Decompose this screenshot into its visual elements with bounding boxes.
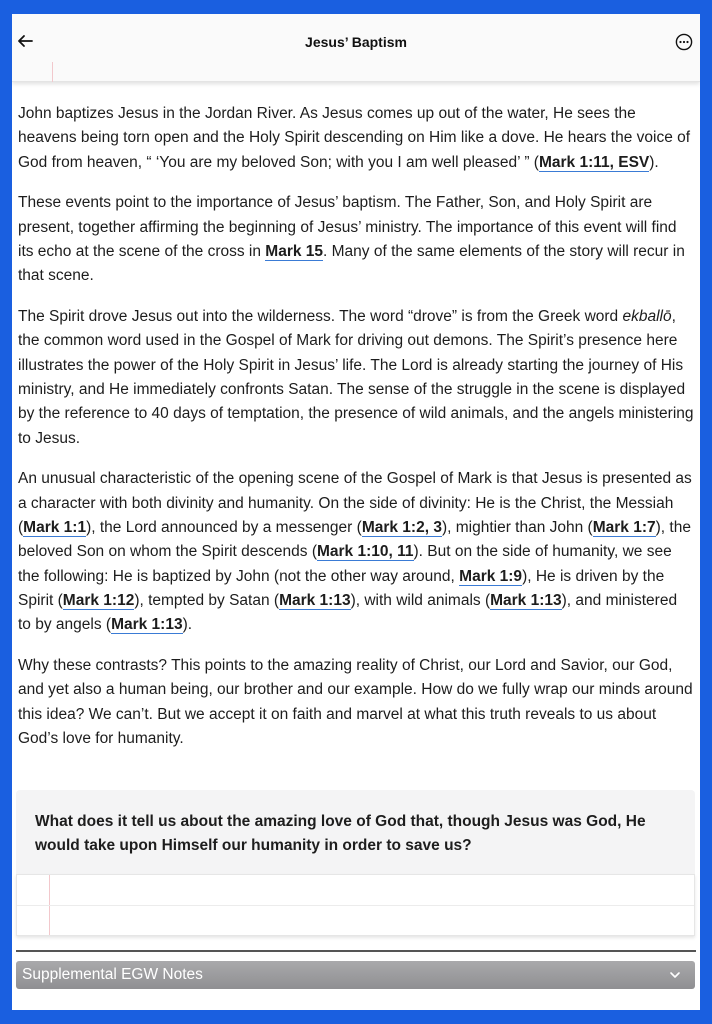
discussion-question: What does it tell us about the amazing love of God that, though Jesus was God, He would take upon Himself our humanity in order to save us? (35, 813, 646, 854)
paragraph-3: The Spirit drove Jesus out into the wilderness. The word “drove” is from the Greek word ekballō, the common word used in the Gospel of Mark for driving out demons. The Spirit’s presence here illustrates the power of the Holy Spirit in Jesus’ life. The Lord is already starting the journey of His ministry, and He immediately confronts Satan. The sense of the struggle in the scene is displayed by the reference to 40 days of temptation, the presence of wild animals, and the angels ministering to Jesus. (18, 308, 694, 447)
supplemental-egw-notes-button[interactable] (16, 961, 695, 989)
paragraph-4: An unusual characteristic of the opening scene of the Gospel of Mark is that Jesus is presented as a character with both divinity and humanity. On the side of divinity: He is the Christ, the Messiah (Mark 1:1), the Lord announced by a messenger (Mark 1:2, 3), mightier than John (Mark 1:7), the beloved Son on whom the Spirit descends (Mark 1:10, 11). But on the side of humanity, we see the following: He is baptized by John (not the other way around, Mark 1:9), He is driven by the Spirit (Mark 1:12), tempted by Satan (Mark 1:13), with wild animals (Mark 1:13), and ministered to by angels (Mark 1:13). (18, 470, 692, 634)
scripture-link[interactable]: Mark 15 (265, 242, 324, 260)
supplemental-egw-notes-label: Supplemental EGW Notes (22, 966, 203, 983)
paragraph-2: These events point to the importance of Jesus’ baptism. The Father, Son, and Holy Spirit are present, together affirming the beginning of Jesus’ ministry. The importance of this event will find its echo at the scene of the cross in Mark 15. Many of the same elements of the story will recur in that scene. (18, 194, 685, 285)
lesson-body (18, 102, 694, 768)
scripture-link[interactable]: Mark 1:12 (62, 591, 135, 609)
scripture-link[interactable]: Mark 1:9 (459, 567, 523, 585)
scripture-link[interactable]: Mark 1:2, 3 (361, 518, 442, 536)
greek-word: ekballō (622, 308, 672, 326)
paragraph-5: Why these contrasts? This points to the amazing reality of Christ, our Lord and Savior, our God, and yet also a human being, our brother and our example. How do we fully wrap our minds around this idea? We can’t. But we accept it on faith and marvel at what this truth reveals to us about God’s love for humanity. (18, 656, 693, 747)
paragraph-1: John baptizes Jesus in the Jordan River. As Jesus comes up out of the water, He sees the heavens being torn open and the Holy Spirit descending on Him like a dove. He hears the voice of God from heaven, “ ‘You are my beloved Son; with you I am well pleased’ ” (Mark 1:11, ESV). (18, 105, 691, 171)
scripture-link[interactable]: Mark 1:13 (490, 591, 562, 609)
scripture-link[interactable]: Mark 1:10, 11 (316, 543, 414, 561)
scripture-link[interactable]: Mark 1:13 (111, 616, 183, 634)
notebook-rule-line (17, 905, 694, 906)
chevron-down-icon (668, 968, 682, 982)
page-title: Jesus’ Baptism (305, 34, 407, 50)
ellipsis-circle-icon (675, 33, 693, 51)
top-bar (12, 14, 700, 82)
scripture-link[interactable]: Mark 1:13 (279, 591, 351, 609)
notes-input-area[interactable] (16, 874, 695, 936)
app-window (12, 14, 700, 1010)
scripture-link[interactable]: Mark 1:1 (23, 518, 87, 536)
more-options-button[interactable] (674, 32, 694, 52)
scripture-link[interactable]: Mark 1:7 (592, 518, 656, 536)
divider (16, 950, 696, 952)
notebook-margin-line (52, 62, 53, 82)
scripture-link[interactable]: Mark 1:11, ESV (538, 153, 650, 171)
